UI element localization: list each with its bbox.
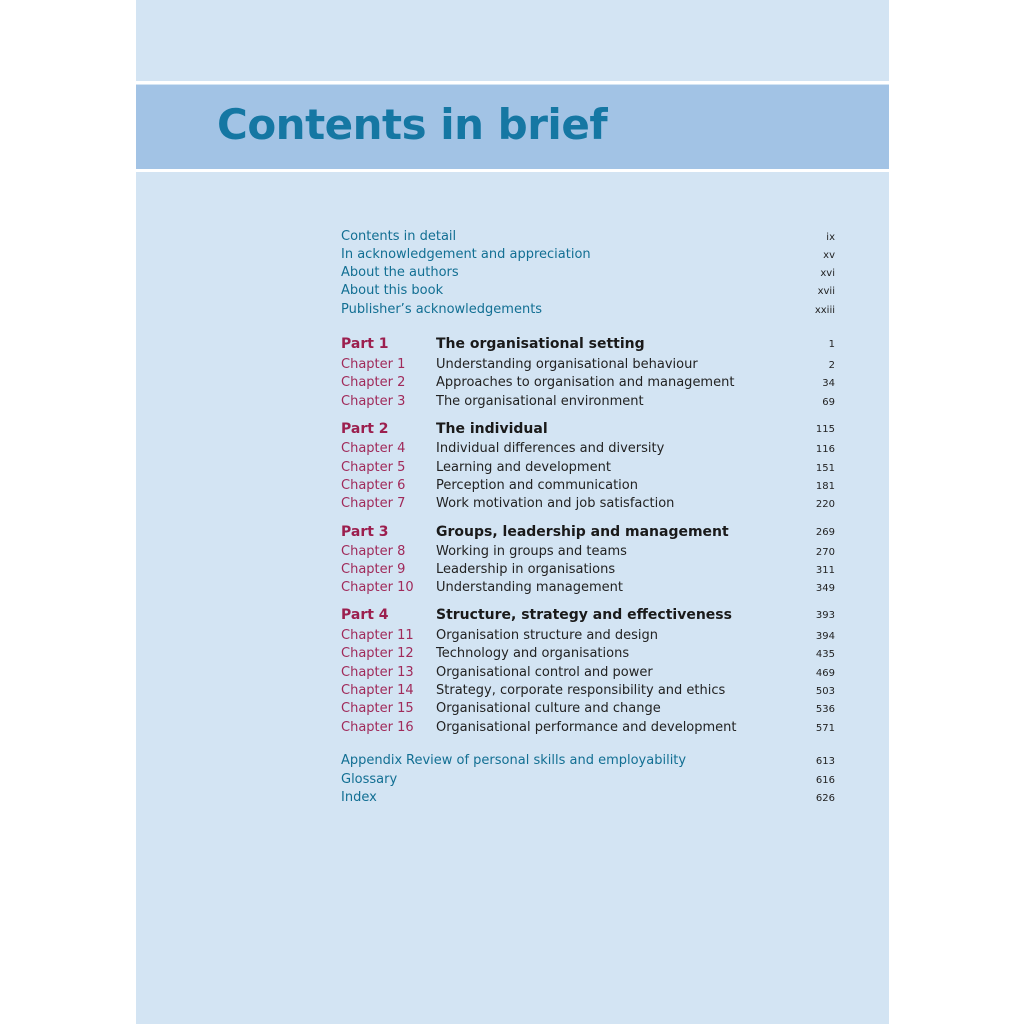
- header-rule-bottom: [136, 169, 889, 172]
- chapter-title: Organisational control and power: [436, 665, 653, 680]
- chapter-label: Chapter 10: [341, 580, 414, 595]
- toc-chapter-11[interactable]: [341, 628, 835, 646]
- book-page: [136, 0, 889, 1024]
- toc-page-number: 571: [815, 723, 835, 734]
- toc-chapter-7[interactable]: [341, 496, 835, 514]
- appendix-label: Appendix: [341, 753, 403, 768]
- toc-chapter-8[interactable]: [341, 544, 835, 562]
- toc-page-number: 69: [822, 397, 835, 408]
- chapter-label: Chapter 1: [341, 357, 406, 372]
- chapter-label: Chapter 12: [341, 646, 414, 661]
- chapter-label: Chapter 3: [341, 394, 406, 409]
- toc-chapter-13[interactable]: [341, 665, 835, 683]
- toc-entry-front[interactable]: [341, 229, 835, 247]
- chapter-label: Chapter 15: [341, 701, 414, 716]
- chapter-title: Technology and organisations: [436, 646, 630, 661]
- part-label: Part 3: [341, 524, 389, 540]
- toc-chapter-15[interactable]: [341, 701, 835, 719]
- toc-page-number: 270: [815, 547, 835, 558]
- header-rule-top: [136, 81, 889, 84]
- chapter-label: Chapter 14: [341, 683, 414, 698]
- chapter-label: Chapter 7: [341, 496, 406, 511]
- chapter-label: Chapter 4: [341, 441, 406, 456]
- toc-page-number: xvi: [820, 268, 835, 279]
- index-label: Index: [341, 790, 377, 805]
- toc-chapter-6[interactable]: [341, 478, 835, 496]
- toc-page-number: 613: [815, 756, 835, 767]
- toc-chapter-9[interactable]: [341, 562, 835, 580]
- chapter-label: Chapter 6: [341, 478, 406, 493]
- toc-entry-label: In acknowledgement and appreciation: [341, 247, 591, 262]
- chapter-title: Leadership in organisations: [436, 562, 616, 577]
- toc-entry-label: Publisher’s acknowledgements: [341, 302, 543, 317]
- toc-appendix[interactable]: [341, 753, 835, 771]
- toc-part-3[interactable]: [341, 524, 835, 542]
- chapter-title: Individual differences and diversity: [436, 441, 665, 456]
- toc-page-number: xxiii: [814, 305, 835, 316]
- toc-entry-front[interactable]: [341, 302, 835, 320]
- toc-page-number: 151: [815, 463, 835, 474]
- part-title: The organisational setting: [436, 336, 645, 352]
- toc-chapter-5[interactable]: [341, 460, 835, 478]
- toc-entry-front[interactable]: [341, 247, 835, 265]
- chapter-title: Perception and communication: [436, 478, 638, 493]
- part-label: Part 1: [341, 336, 389, 352]
- toc-entry-front[interactable]: [341, 265, 835, 283]
- chapter-label: Chapter 16: [341, 720, 414, 735]
- part-label: Part 4: [341, 607, 389, 623]
- toc-part-4[interactable]: [341, 607, 835, 625]
- chapter-label: Chapter 11: [341, 628, 414, 643]
- toc-chapter-4[interactable]: [341, 441, 835, 459]
- toc-page-number: 393: [815, 610, 835, 621]
- chapter-label: Chapter 13: [341, 665, 414, 680]
- chapter-label: Chapter 8: [341, 544, 406, 559]
- toc-page-number: 181: [815, 481, 835, 492]
- toc-chapter-16[interactable]: [341, 720, 835, 738]
- chapter-title: Organisational culture and change: [436, 701, 661, 716]
- toc-page-number: ix: [826, 232, 835, 243]
- toc-chapter-2[interactable]: [341, 375, 835, 393]
- chapter-title: Understanding organisational behaviour: [436, 357, 698, 372]
- toc-page-number: 469: [815, 668, 835, 679]
- toc-entry-label: Contents in detail: [341, 229, 457, 244]
- toc-page-number: 394: [815, 631, 835, 642]
- toc-page-number: 503: [815, 686, 835, 697]
- toc-entry-label: About the authors: [341, 265, 459, 280]
- toc-page-number: 269: [815, 527, 835, 538]
- toc-index[interactable]: [341, 790, 835, 808]
- toc-page-number: 536: [815, 704, 835, 715]
- toc-page-number: 626: [815, 793, 835, 804]
- toc-page-number: 435: [815, 649, 835, 660]
- toc-page-number: 2: [828, 360, 835, 371]
- part-title: Structure, strategy and effectiveness: [436, 607, 732, 623]
- part-label: Part 2: [341, 421, 389, 437]
- toc-chapter-1[interactable]: [341, 357, 835, 375]
- chapter-title: Understanding management: [436, 580, 623, 595]
- toc-part-1[interactable]: [341, 336, 835, 354]
- toc-entry-label: About this book: [341, 283, 444, 298]
- toc-part-2[interactable]: [341, 421, 835, 439]
- toc-page-number: xv: [823, 250, 835, 261]
- glossary-label: Glossary: [341, 772, 398, 787]
- chapter-label: Chapter 5: [341, 460, 406, 475]
- appendix-title: Review of personal skills and employability: [406, 753, 687, 768]
- part-title: The individual: [436, 421, 548, 437]
- toc-chapter-10[interactable]: [341, 580, 835, 598]
- chapter-title: Working in groups and teams: [436, 544, 627, 559]
- toc-page-number: 349: [815, 583, 835, 594]
- chapter-title: The organisational environment: [436, 394, 644, 409]
- toc-page-number: 34: [822, 378, 835, 389]
- toc-chapter-14[interactable]: [341, 683, 835, 701]
- toc-glossary[interactable]: [341, 772, 835, 790]
- chapter-label: Chapter 2: [341, 375, 406, 390]
- toc-page-number: 1: [828, 339, 835, 350]
- toc-page-number: 311: [815, 565, 835, 576]
- toc-page-number: xvii: [817, 286, 835, 297]
- chapter-title: Organisational performance and development: [436, 720, 737, 735]
- chapter-title: Strategy, corporate responsibility and ethics: [436, 683, 726, 698]
- part-title: Groups, leadership and management: [436, 524, 729, 540]
- page-title: Contents in brief: [217, 100, 608, 149]
- toc-page-number: 220: [815, 499, 835, 510]
- toc-chapter-3[interactable]: [341, 394, 835, 412]
- toc-chapter-12[interactable]: [341, 646, 835, 664]
- chapter-title: Learning and development: [436, 460, 611, 475]
- toc-entry-front[interactable]: [341, 283, 835, 301]
- toc-page-number: 616: [815, 775, 835, 786]
- chapter-title: Approaches to organisation and management: [436, 375, 735, 390]
- chapter-title: Work motivation and job satisfaction: [436, 496, 675, 511]
- chapter-title: Organisation structure and design: [436, 628, 659, 643]
- toc-page-number: 115: [815, 424, 835, 435]
- toc-page-number: 116: [815, 444, 835, 455]
- chapter-label: Chapter 9: [341, 562, 406, 577]
